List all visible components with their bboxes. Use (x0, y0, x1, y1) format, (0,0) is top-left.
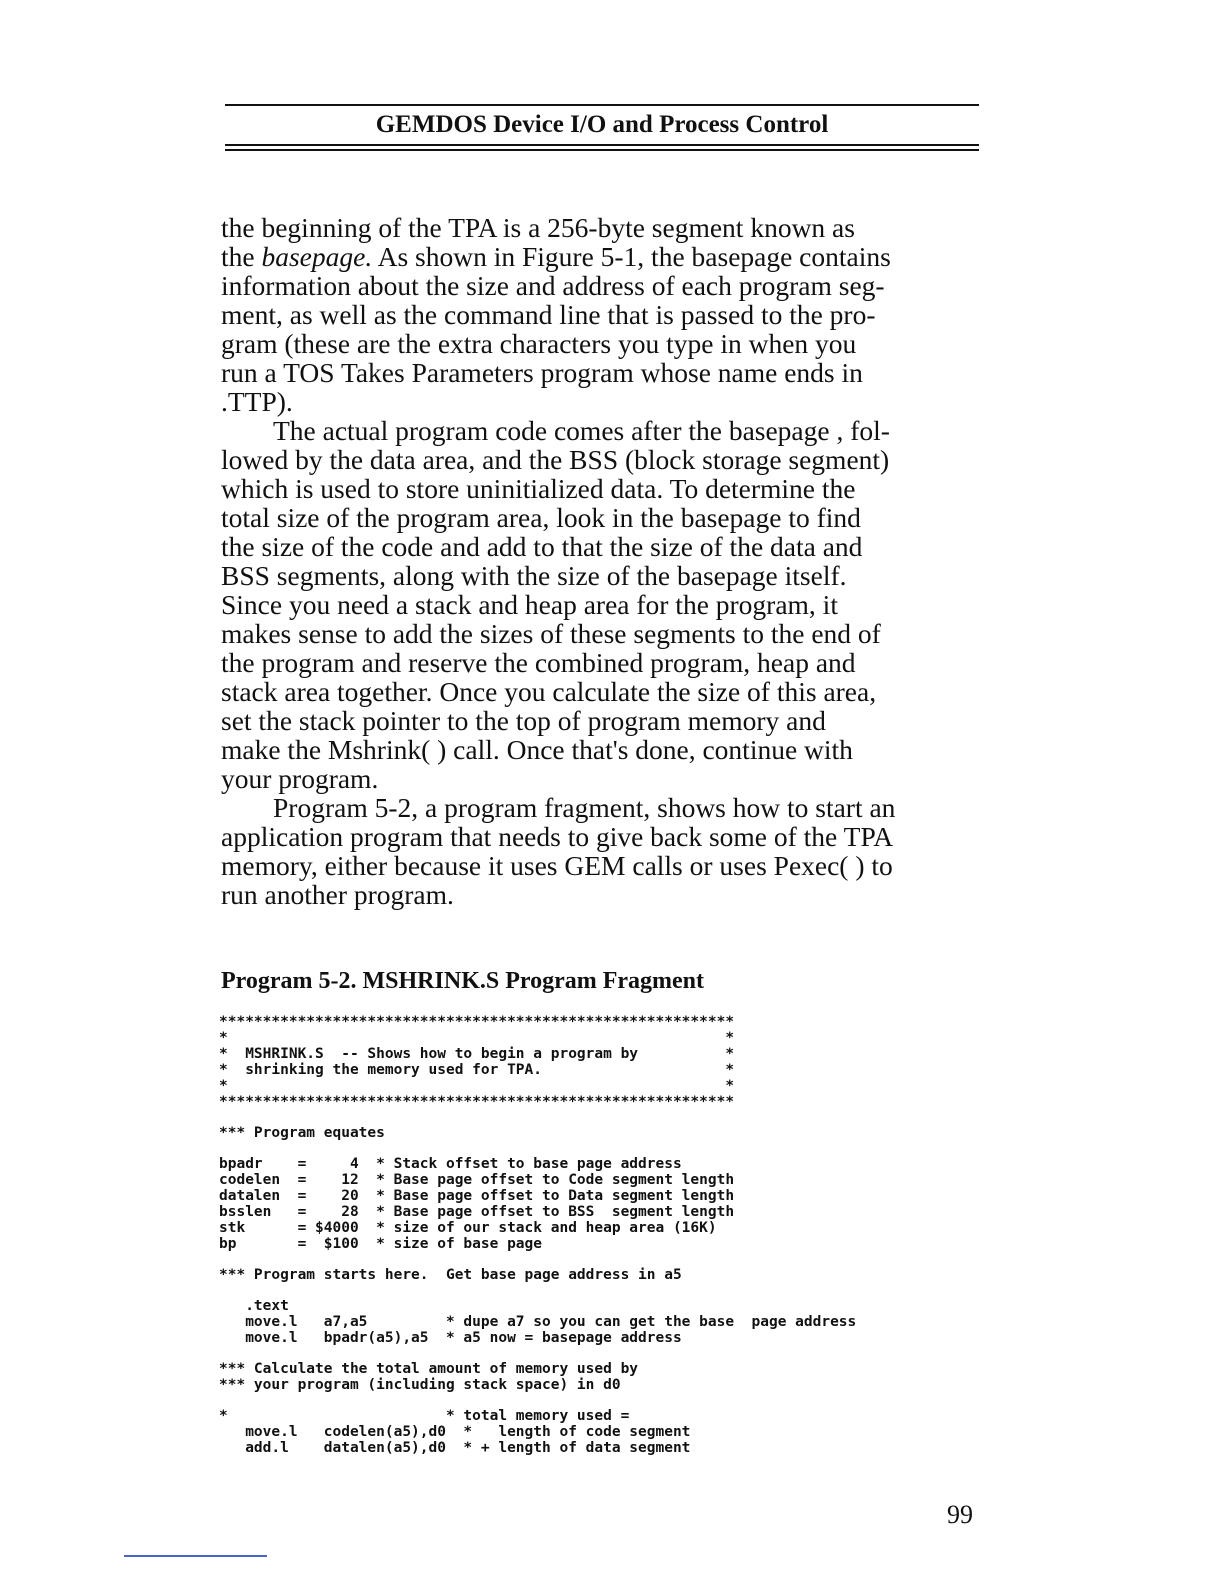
header-rule (225, 149, 979, 151)
text-line: run a TOS Takes Parameters program whose name ends in (221, 357, 863, 388)
text-line: stack area together. Once you calculate the size of this area, (221, 676, 877, 707)
paragraph (221, 793, 991, 909)
text-line: application program that needs to give back some of the TPA (221, 821, 894, 852)
text-line: the beginning of the TPA is a 256-byte segment known as (221, 212, 855, 243)
code-line: move.l codelen(a5),d0 * length of code segment (219, 1424, 691, 1440)
text-line: gram (these are the extra characters you type in when you (221, 328, 857, 359)
code-line: *********************************************************** (219, 1094, 735, 1110)
code-line: move.l bpadr(a5),a5 * a5 now = basepage address (219, 1330, 682, 1346)
paragraph (221, 213, 991, 416)
header-top-rule (225, 104, 979, 106)
header-rule (225, 144, 979, 146)
link-underline (124, 1555, 267, 1557)
code-line: datalen = 20 * Base page offset to Data segment length (219, 1188, 735, 1204)
page-number: 99 (947, 1500, 973, 1529)
text-line: lowed by the data area, and the BSS (block storage segment) (221, 444, 890, 475)
paragraph (221, 416, 991, 793)
text-line: Program 5-2, a program fragment, shows how to start an (273, 792, 896, 823)
code-line: *** Program starts here. Get base page address in a5 (219, 1267, 682, 1283)
code-listing (219, 1014, 856, 1456)
code-line: * shrinking the memory used for TPA. * (219, 1062, 735, 1078)
text-line: run another program. (221, 879, 454, 910)
text-line: which is used to store uninitialized data. To determine the (221, 473, 856, 504)
code-line: .text (219, 1298, 289, 1314)
code-line: bpadr = 4 * Stack offset to base page address (219, 1156, 682, 1172)
code-line: *** Program equates (219, 1125, 385, 1141)
code-line: move.l a7,a5 * dupe a7 so you can get the base page address (219, 1314, 857, 1330)
text-line: the basepage. As shown in Figure 5-1, the basepage contains (221, 241, 891, 272)
code-line: bp = $100 * size of base page (219, 1236, 543, 1252)
code-line: * * (219, 1078, 735, 1094)
running-header: GEMDOS Device I/O and Process Control (375, 111, 829, 138)
code-line: codelen = 12 * Base page offset to Code segment length (219, 1172, 735, 1188)
text-line: the size of the code and add to that the size of the data and (221, 531, 863, 562)
text-line: set the stack pointer to the top of program memory and (221, 705, 826, 736)
code-line: *********************************************************** (219, 1014, 735, 1030)
text-line: .TTP). (221, 386, 293, 417)
code-line: stk = $4000 * size of our stack and heap area (16K) (219, 1220, 717, 1236)
code-line: *** your program (including stack space) in d0 (219, 1377, 621, 1393)
text-line: makes sense to add the sizes of these segments to the end of (221, 618, 881, 649)
text-line: your program. (221, 763, 379, 794)
body-text (221, 213, 991, 909)
text-line: the program and reserve the combined program, heap and (221, 647, 856, 678)
emphasis-term: basepage. (261, 241, 373, 272)
text-line: Since you need a stack and heap area for the program, it (221, 589, 838, 620)
code-line: bsslen = 28 * Base page offset to BSS segment length (219, 1204, 735, 1220)
text-line: The actual program code comes after the basepage , fol- (273, 415, 890, 446)
code-line: * * total memory used = (219, 1408, 630, 1424)
text-line: memory, either because it uses GEM calls or uses Pexec( ) to (221, 850, 893, 881)
text-line: ment, as well as the command line that is passed to the pro- (221, 299, 876, 330)
text-line: total size of the program area, look in the basepage to find (221, 502, 861, 533)
code-line: * MSHRINK.S -- Shows how to begin a program by * (219, 1046, 735, 1062)
text-line: make the Mshrink( ) call. Once that's done, continue with (221, 734, 853, 765)
code-line: * * (219, 1030, 735, 1046)
code-line: *** Calculate the total amount of memory used by (219, 1361, 639, 1377)
code-line: add.l datalen(a5),d0 * + length of data segment (219, 1440, 691, 1456)
text-line: BSS segments, along with the size of the basepage itself. (221, 560, 847, 591)
program-title: Program 5-2. MSHRINK.S Program Fragment (221, 968, 705, 994)
text-line: information about the size and address of each program seg- (221, 270, 885, 301)
